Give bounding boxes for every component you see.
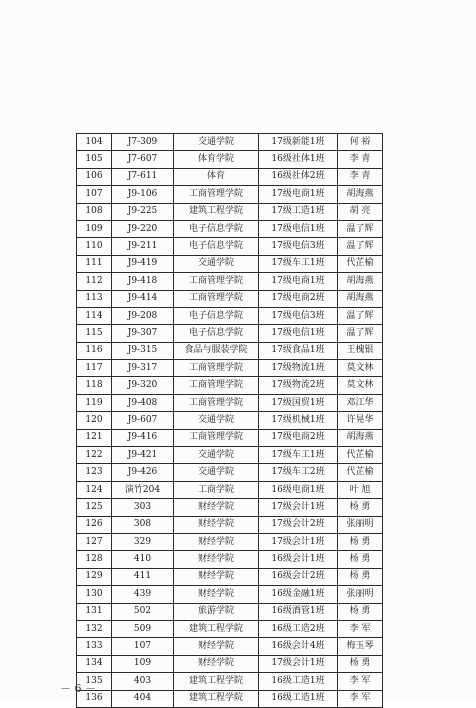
class-cell: 17级会计1班	[259, 533, 338, 550]
row-number-cell: 134	[77, 655, 112, 672]
row-number-cell: 109	[77, 220, 112, 237]
row-number-cell: 123	[77, 464, 112, 481]
room-cell: 演竹204	[112, 481, 174, 498]
row-number-cell: 115	[77, 325, 112, 342]
teacher-cell: 杨 勇	[338, 533, 383, 550]
teacher-cell: 温了辉	[338, 220, 383, 237]
class-cell: 16级会计2班	[259, 568, 338, 585]
teacher-cell: 李 军	[338, 673, 383, 690]
room-cell: 439	[112, 586, 174, 603]
table-row	[77, 377, 383, 394]
row-number-cell: 117	[77, 360, 112, 377]
room-cell: J9-408	[112, 394, 174, 411]
class-cell: 17级电信1班	[259, 325, 338, 342]
row-number-cell: 105	[77, 151, 112, 168]
college-cell: 建筑工程学院	[174, 620, 259, 637]
room-cell: J9-419	[112, 255, 174, 272]
college-cell: 交通学院	[174, 255, 259, 272]
table-row	[77, 673, 383, 690]
college-cell: 工商管理学院	[174, 394, 259, 411]
table-row	[77, 151, 383, 168]
teacher-cell: 张丽明	[338, 516, 383, 533]
room-cell: J9-414	[112, 290, 174, 307]
row-number-cell: 118	[77, 377, 112, 394]
class-cell: 17级物流1班	[259, 360, 338, 377]
table-row	[77, 394, 383, 411]
college-cell: 财经学院	[174, 551, 259, 568]
table-row	[77, 238, 383, 255]
teacher-cell: 李 青	[338, 168, 383, 185]
teacher-cell: 李 军	[338, 690, 383, 707]
teacher-cell: 胡海燕	[338, 429, 383, 446]
class-cell: 16级会计1班	[259, 551, 338, 568]
room-cell: 308	[112, 516, 174, 533]
college-cell: 财经学院	[174, 516, 259, 533]
class-cell: 17级车工2班	[259, 464, 338, 481]
teacher-cell: 杨 勇	[338, 568, 383, 585]
college-cell: 体育学院	[174, 151, 259, 168]
college-cell: 建筑工程学院	[174, 690, 259, 707]
table-row	[77, 307, 383, 324]
class-cell: 16级电商1班	[259, 481, 338, 498]
college-cell: 交通学院	[174, 464, 259, 481]
room-cell: 509	[112, 620, 174, 637]
scan-speck: ·	[458, 520, 460, 527]
row-number-cell: 121	[77, 429, 112, 446]
room-cell: J9-317	[112, 360, 174, 377]
row-number-cell: 125	[77, 499, 112, 516]
row-number-cell: 128	[77, 551, 112, 568]
row-number-cell: 122	[77, 447, 112, 464]
class-cell: 17级工造1班	[259, 203, 338, 220]
teacher-cell: 莫文林	[338, 360, 383, 377]
row-number-cell: 127	[77, 533, 112, 550]
teacher-cell: 张丽明	[338, 586, 383, 603]
teacher-cell: 温了辉	[338, 238, 383, 255]
class-cell: 17级车工1班	[259, 255, 338, 272]
room-cell: J9-307	[112, 325, 174, 342]
college-cell: 食品与服装学院	[174, 342, 259, 359]
room-cell: 410	[112, 551, 174, 568]
table-row	[77, 325, 383, 342]
row-number-cell: 111	[77, 255, 112, 272]
class-cell: 16级社体2班	[259, 168, 338, 185]
table-row	[77, 186, 383, 203]
table-row	[77, 255, 383, 272]
table-row	[77, 568, 383, 585]
college-cell: 财经学院	[174, 638, 259, 655]
college-cell: 财经学院	[174, 568, 259, 585]
table-row	[77, 220, 383, 237]
college-cell: 工商学院	[174, 481, 259, 498]
table-row	[77, 655, 383, 672]
room-cell: 403	[112, 673, 174, 690]
college-cell: 工商管理学院	[174, 273, 259, 290]
college-cell: 财经学院	[174, 655, 259, 672]
class-cell: 16级社体1班	[259, 151, 338, 168]
row-number-cell: 104	[77, 134, 112, 151]
college-cell: 工商管理学院	[174, 429, 259, 446]
teacher-cell: 胡 亮	[338, 203, 383, 220]
table-row	[77, 429, 383, 446]
row-number-cell: 124	[77, 481, 112, 498]
table-row	[77, 481, 383, 498]
college-cell: 建筑工程学院	[174, 203, 259, 220]
class-cell: 17级电商1班	[259, 273, 338, 290]
college-cell: 建筑工程学院	[174, 673, 259, 690]
class-cell: 17级电信1班	[259, 220, 338, 237]
college-cell: 工商管理学院	[174, 360, 259, 377]
class-cell: 16级酒管1班	[259, 603, 338, 620]
row-number-cell: 107	[77, 186, 112, 203]
room-cell: J9-211	[112, 238, 174, 255]
teacher-cell: 莫文林	[338, 377, 383, 394]
college-cell: 财经学院	[174, 586, 259, 603]
row-number-cell: 136	[77, 690, 112, 707]
row-number-cell: 116	[77, 342, 112, 359]
row-number-cell: 106	[77, 168, 112, 185]
class-cell: 16级会计4班	[259, 638, 338, 655]
row-number-cell: 110	[77, 238, 112, 255]
table-row	[77, 168, 383, 185]
room-cell: J9-220	[112, 220, 174, 237]
room-cell: 107	[112, 638, 174, 655]
teacher-cell: 梅玉琴	[338, 638, 383, 655]
room-cell: 404	[112, 690, 174, 707]
table-row	[77, 273, 383, 290]
room-cell: J7-611	[112, 168, 174, 185]
teacher-cell: 何 裕	[338, 134, 383, 151]
college-cell: 工商管理学院	[174, 377, 259, 394]
table-row	[77, 638, 383, 655]
room-cell: J9-426	[112, 464, 174, 481]
teacher-cell: 胡海燕	[338, 290, 383, 307]
class-cell: 17级新能1班	[259, 134, 338, 151]
teacher-cell: 叶 旭	[338, 481, 383, 498]
room-cell: J9-208	[112, 307, 174, 324]
room-cell: 502	[112, 603, 174, 620]
class-cell: 17级机械1班	[259, 412, 338, 429]
college-cell: 交通学院	[174, 447, 259, 464]
table-row	[77, 499, 383, 516]
table-body	[77, 134, 383, 708]
room-cell: 411	[112, 568, 174, 585]
room-cell: 303	[112, 499, 174, 516]
teacher-cell: 许晃华	[338, 412, 383, 429]
college-cell: 电子信息学院	[174, 307, 259, 324]
college-cell: 财经学院	[174, 533, 259, 550]
class-cell: 17级电信3班	[259, 307, 338, 324]
class-cell: 17级会计1班	[259, 655, 338, 672]
row-number-cell: 129	[77, 568, 112, 585]
college-cell: 旅游学院	[174, 603, 259, 620]
teacher-cell: 杨 勇	[338, 603, 383, 620]
room-cell: 109	[112, 655, 174, 672]
teacher-cell: 杨 勇	[338, 551, 383, 568]
teacher-cell: 李 军	[338, 620, 383, 637]
class-cell: 17级物流2班	[259, 377, 338, 394]
room-cell: J9-106	[112, 186, 174, 203]
table-row	[77, 464, 383, 481]
room-cell: J9-225	[112, 203, 174, 220]
room-cell: J7-309	[112, 134, 174, 151]
room-cell: J9-418	[112, 273, 174, 290]
row-number-cell: 112	[77, 273, 112, 290]
college-cell: 工商管理学院	[174, 290, 259, 307]
table-row	[77, 533, 383, 550]
class-cell: 17级会计2班	[259, 516, 338, 533]
table-row	[77, 203, 383, 220]
class-cell: 16级工造1班	[259, 690, 338, 707]
class-cell: 17级车工1班	[259, 447, 338, 464]
table-row	[77, 412, 383, 429]
row-number-cell: 130	[77, 586, 112, 603]
class-cell: 17级食品1班	[259, 342, 338, 359]
class-cell: 17级电商2班	[259, 290, 338, 307]
room-cell: J9-421	[112, 447, 174, 464]
college-cell: 财经学院	[174, 499, 259, 516]
teacher-cell: 杨 勇	[338, 655, 383, 672]
room-cell: J9-315	[112, 342, 174, 359]
row-number-cell: 108	[77, 203, 112, 220]
row-number-cell: 120	[77, 412, 112, 429]
table-row	[77, 134, 383, 151]
class-cell: 17级会计1班	[259, 499, 338, 516]
college-cell: 工商管理学院	[174, 186, 259, 203]
teacher-cell: 温了辉	[338, 307, 383, 324]
row-number-cell: 133	[77, 638, 112, 655]
table-row	[77, 360, 383, 377]
class-cell: 17级国贸1班	[259, 394, 338, 411]
table-row	[77, 620, 383, 637]
table-row	[77, 342, 383, 359]
room-cell: J9-320	[112, 377, 174, 394]
class-cell: 17级电商2班	[259, 429, 338, 446]
table-row	[77, 290, 383, 307]
room-cell: J7-607	[112, 151, 174, 168]
teacher-cell: 温了辉	[338, 325, 383, 342]
class-cell: 17级电信3班	[259, 238, 338, 255]
room-cell: 329	[112, 533, 174, 550]
room-cell: J9-416	[112, 429, 174, 446]
page-number: － 6 －	[60, 682, 96, 695]
room-cell: J9-607	[112, 412, 174, 429]
college-cell: 电子信息学院	[174, 325, 259, 342]
row-number-cell: 114	[77, 307, 112, 324]
teacher-cell: 杨 勇	[338, 499, 383, 516]
row-number-cell: 119	[77, 394, 112, 411]
row-number-cell: 135	[77, 673, 112, 690]
class-cell: 16级工造2班	[259, 620, 338, 637]
row-number-cell: 131	[77, 603, 112, 620]
teacher-cell: 代芷榆	[338, 447, 383, 464]
table-row	[77, 586, 383, 603]
row-number-cell: 132	[77, 620, 112, 637]
teacher-cell: 胡海燕	[338, 186, 383, 203]
teacher-cell: 邓江华	[338, 394, 383, 411]
college-cell: 电子信息学院	[174, 238, 259, 255]
row-number-cell: 113	[77, 290, 112, 307]
teacher-cell: 胡海燕	[338, 273, 383, 290]
classroom-table	[76, 133, 383, 708]
college-cell: 交通学院	[174, 134, 259, 151]
teacher-cell: 李 青	[338, 151, 383, 168]
table-row	[77, 447, 383, 464]
college-cell: 电子信息学院	[174, 220, 259, 237]
college-cell: 体育	[174, 168, 259, 185]
class-cell: 17级电商1班	[259, 186, 338, 203]
teacher-cell: 代芷榆	[338, 255, 383, 272]
table-row	[77, 551, 383, 568]
college-cell: 交通学院	[174, 412, 259, 429]
teacher-cell: 王槐银	[338, 342, 383, 359]
row-number-cell: 126	[77, 516, 112, 533]
class-cell: 16级金融1班	[259, 586, 338, 603]
table-row	[77, 516, 383, 533]
teacher-cell: 代芷榆	[338, 464, 383, 481]
table-row	[77, 690, 383, 707]
table-row	[77, 603, 383, 620]
class-cell: 16级工造1班	[259, 673, 338, 690]
scan-speck: ·	[455, 215, 457, 222]
